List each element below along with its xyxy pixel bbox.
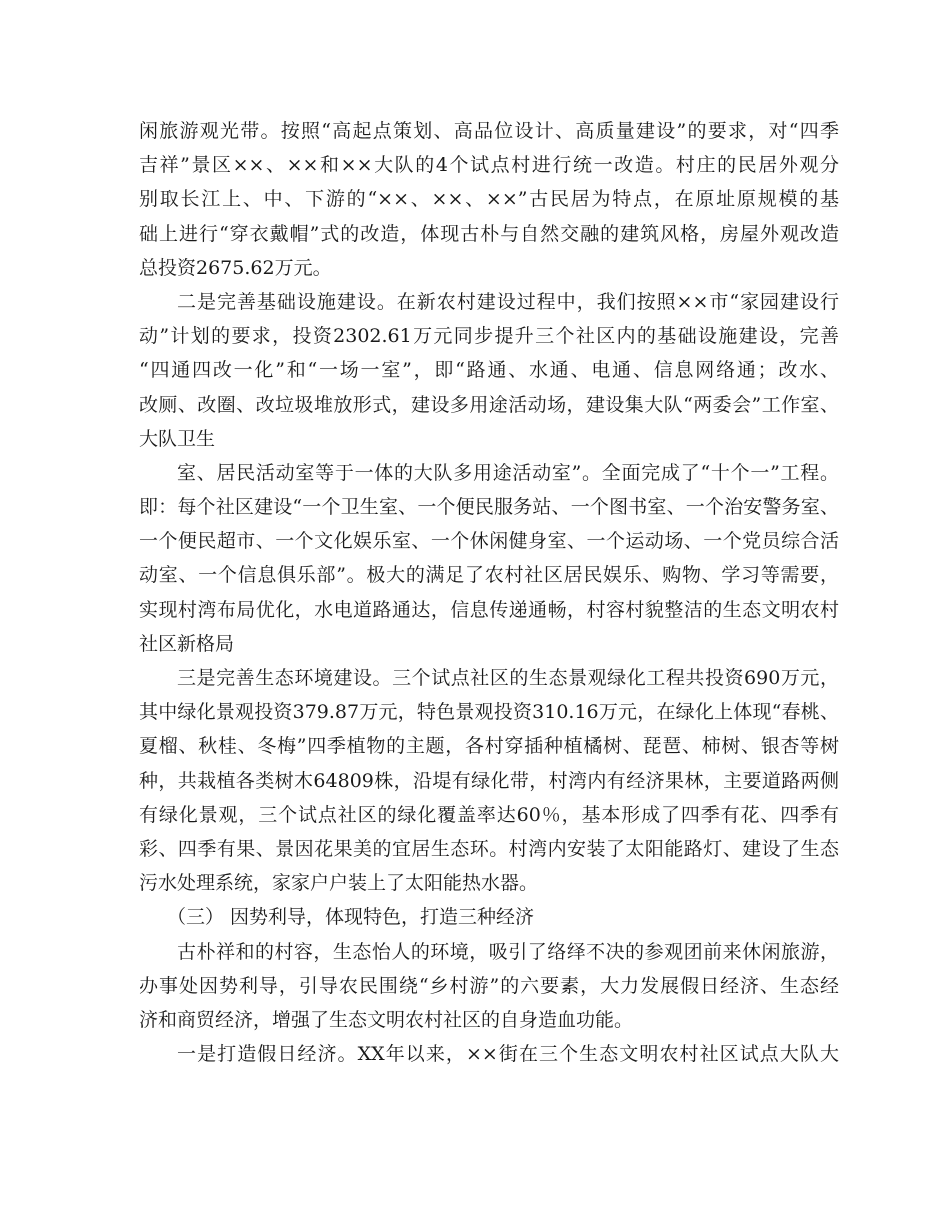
text-line: 一个便民超市、一个文化娱乐室、一个休闲健身室、一个运动场、一个党员综合活 xyxy=(139,530,839,553)
text-line: 动”计划的要求，投资2302.61万元同步提升三个社区内的基础设施建设，完善 xyxy=(139,325,839,348)
paragraph-start-line: 古朴祥和的村容，生态怡人的环境，吸引了络绎不决的参观团前来休闲旅游， xyxy=(177,940,839,963)
paragraph-start-line: 一是打造假日经济。XX年以来，××街在三个生态文明农村社区试点大队大 xyxy=(177,1043,839,1066)
section-heading: （三） 因势利导，体现特色，打造三种经济 xyxy=(167,906,535,929)
text-line: 有绿化景观，三个试点社区的绿化覆盖率达60％，基本形成了四季有花、四季有 xyxy=(139,803,839,826)
text-line: 吉祥”景区××、××和××大队的4个试点村进行统一改造。村庄的民居外观分 xyxy=(139,154,839,177)
text-line: 动室、一个信息俱乐部”。极大的满足了农村社区居民娱乐、购物、学习等需要， xyxy=(139,564,839,587)
text-line: 社区新格局 xyxy=(139,632,235,655)
text-line: 闲旅游观光带。按照“高起点策划、高品位设计、高质量建设”的要求，对“四季 xyxy=(139,120,839,142)
text-line: 夏榴、秋桂、冬梅”四季植物的主题，各村穿插种植橘树、琵琶、柿树、银杏等树 xyxy=(139,735,839,758)
text-line: 济和商贸经济，增强了生态文明农村社区的自身造血功能。 xyxy=(139,1008,634,1031)
text-line: 办事处因势利导，引导农民围绕“乡村游”的六要素，大力发展假日经济、生态经 xyxy=(139,974,839,997)
paragraph-start-line: 二是完善基础设施建设。在新农村建设过程中，我们按照××市“家园建设行 xyxy=(177,290,839,313)
text-line: 总投资2675.62万元。 xyxy=(139,256,332,279)
body-text xyxy=(139,114,839,1071)
text-line: 改厕、改圈、改垃圾堆放形式，建设多用途活动场，建设集大队“两委会”工作室、 xyxy=(139,393,839,416)
text-line: 种，共栽植各类树木64809株，沿堤有绿化带，村湾内有经济果林，主要道路两侧 xyxy=(139,769,839,792)
text-line: “四通四改一化”和“一场一室”，即“路通、水通、电通、信息网络通；改水、 xyxy=(139,359,839,382)
text-line: 别取长江上、中、下游的“××、××、××”古民居为特点，在原址原规模的基 xyxy=(139,188,839,211)
text-line: 污水处理系统，家家户户装上了太阳能热水器。 xyxy=(139,872,539,895)
text-line: 础上进行“穿衣戴帽”式的改造，体现古朴与自然交融的建筑风格，房屋外观改造 xyxy=(139,222,839,245)
text-line: 实现村湾布局优化，水电道路通达，信息传递通畅，村容村貌整洁的生态文明农村 xyxy=(139,598,839,621)
paragraph-start-line: 室、居民活动室等于一体的大队多用途活动室”。全面完成了“十个一”工程。 xyxy=(177,461,839,484)
text-line: 其中绿化景观投资379.87万元，特色景观投资310.16万元，在绿化上体现“春桃、 xyxy=(139,701,839,724)
text-line: 即：每个社区建设“一个卫生室、一个便民服务站、一个图书室、一个治安警务室、 xyxy=(139,496,839,519)
text-line: 彩、四季有果、景因花果美的宜居生态环。村湾内安装了太阳能路灯、建设了生态 xyxy=(139,837,839,860)
text-line: 大队卫生 xyxy=(139,427,216,450)
paragraph-start-line: 三是完善生态环境建设。三个试点社区的生态景观绿化工程共投资690万元， xyxy=(177,667,839,689)
